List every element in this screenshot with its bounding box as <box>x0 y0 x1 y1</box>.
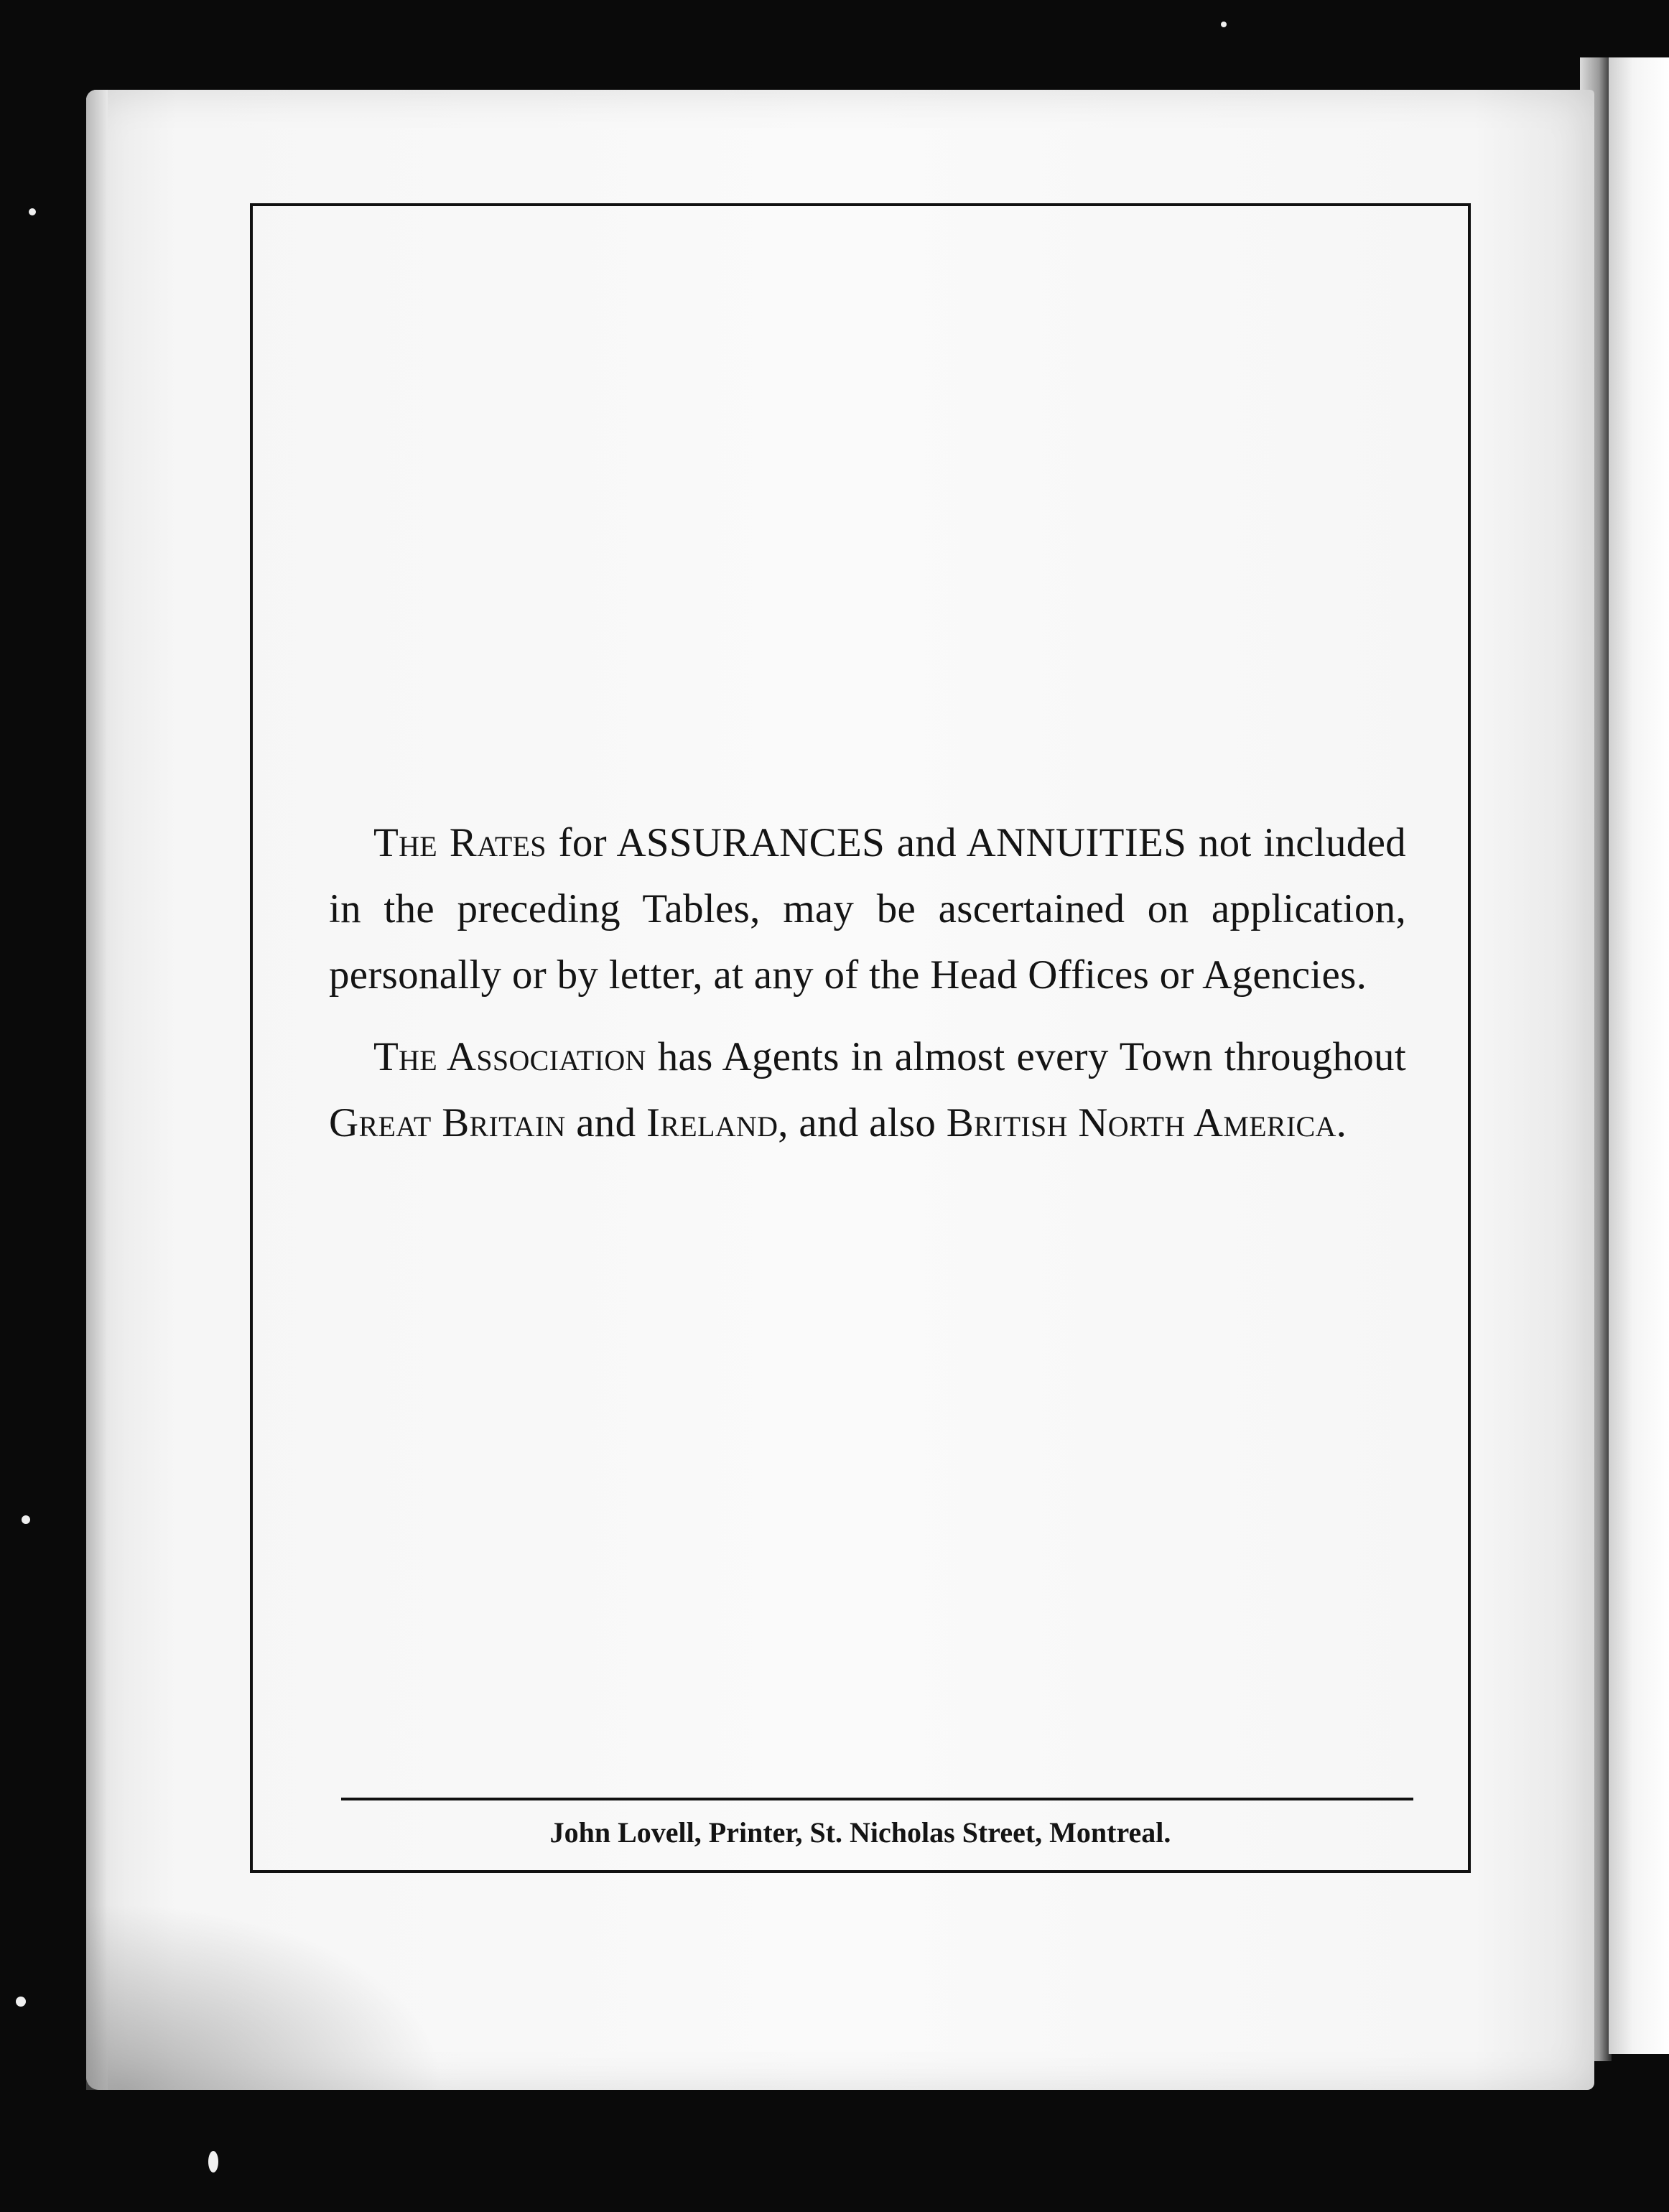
scan-speck <box>29 208 36 215</box>
association-name: The Association <box>373 1034 646 1079</box>
scan-speck <box>1221 22 1227 27</box>
association-text-2: and <box>565 1100 646 1146</box>
rates-word: Rates <box>449 820 547 865</box>
facing-page-edge <box>1609 57 1669 2054</box>
association-text-1: has Agents in almost every Town throughout <box>646 1034 1406 1079</box>
notice-text <box>329 810 1406 1172</box>
the-word: The <box>373 820 438 865</box>
rates-paragraph-text: for ASSURANCES and ANNUITIES not included in the preceding Tables, may be ascertained on application, personally or by letter, at any of the Head Offices or Agencies. <box>329 820 1406 998</box>
imprint-rule <box>341 1798 1413 1800</box>
british-north-america: British North America <box>946 1100 1336 1146</box>
association-text-3: , and also <box>778 1100 947 1146</box>
great-britain: Great Britain <box>329 1100 566 1146</box>
ireland: Ireland <box>646 1100 778 1146</box>
association-paragraph <box>329 1024 1406 1156</box>
scan-speck <box>16 1997 26 2007</box>
scan-speck <box>208 2151 218 2172</box>
page-edge-shadow <box>86 90 108 2090</box>
rates-paragraph <box>329 810 1406 1008</box>
page-stain <box>86 1903 445 2090</box>
scan-speck <box>22 1515 30 1524</box>
association-text-4: . <box>1336 1100 1347 1146</box>
printer-imprint: John Lovell, Printer, St. Nicholas Street, Montreal. <box>549 1816 1171 1849</box>
